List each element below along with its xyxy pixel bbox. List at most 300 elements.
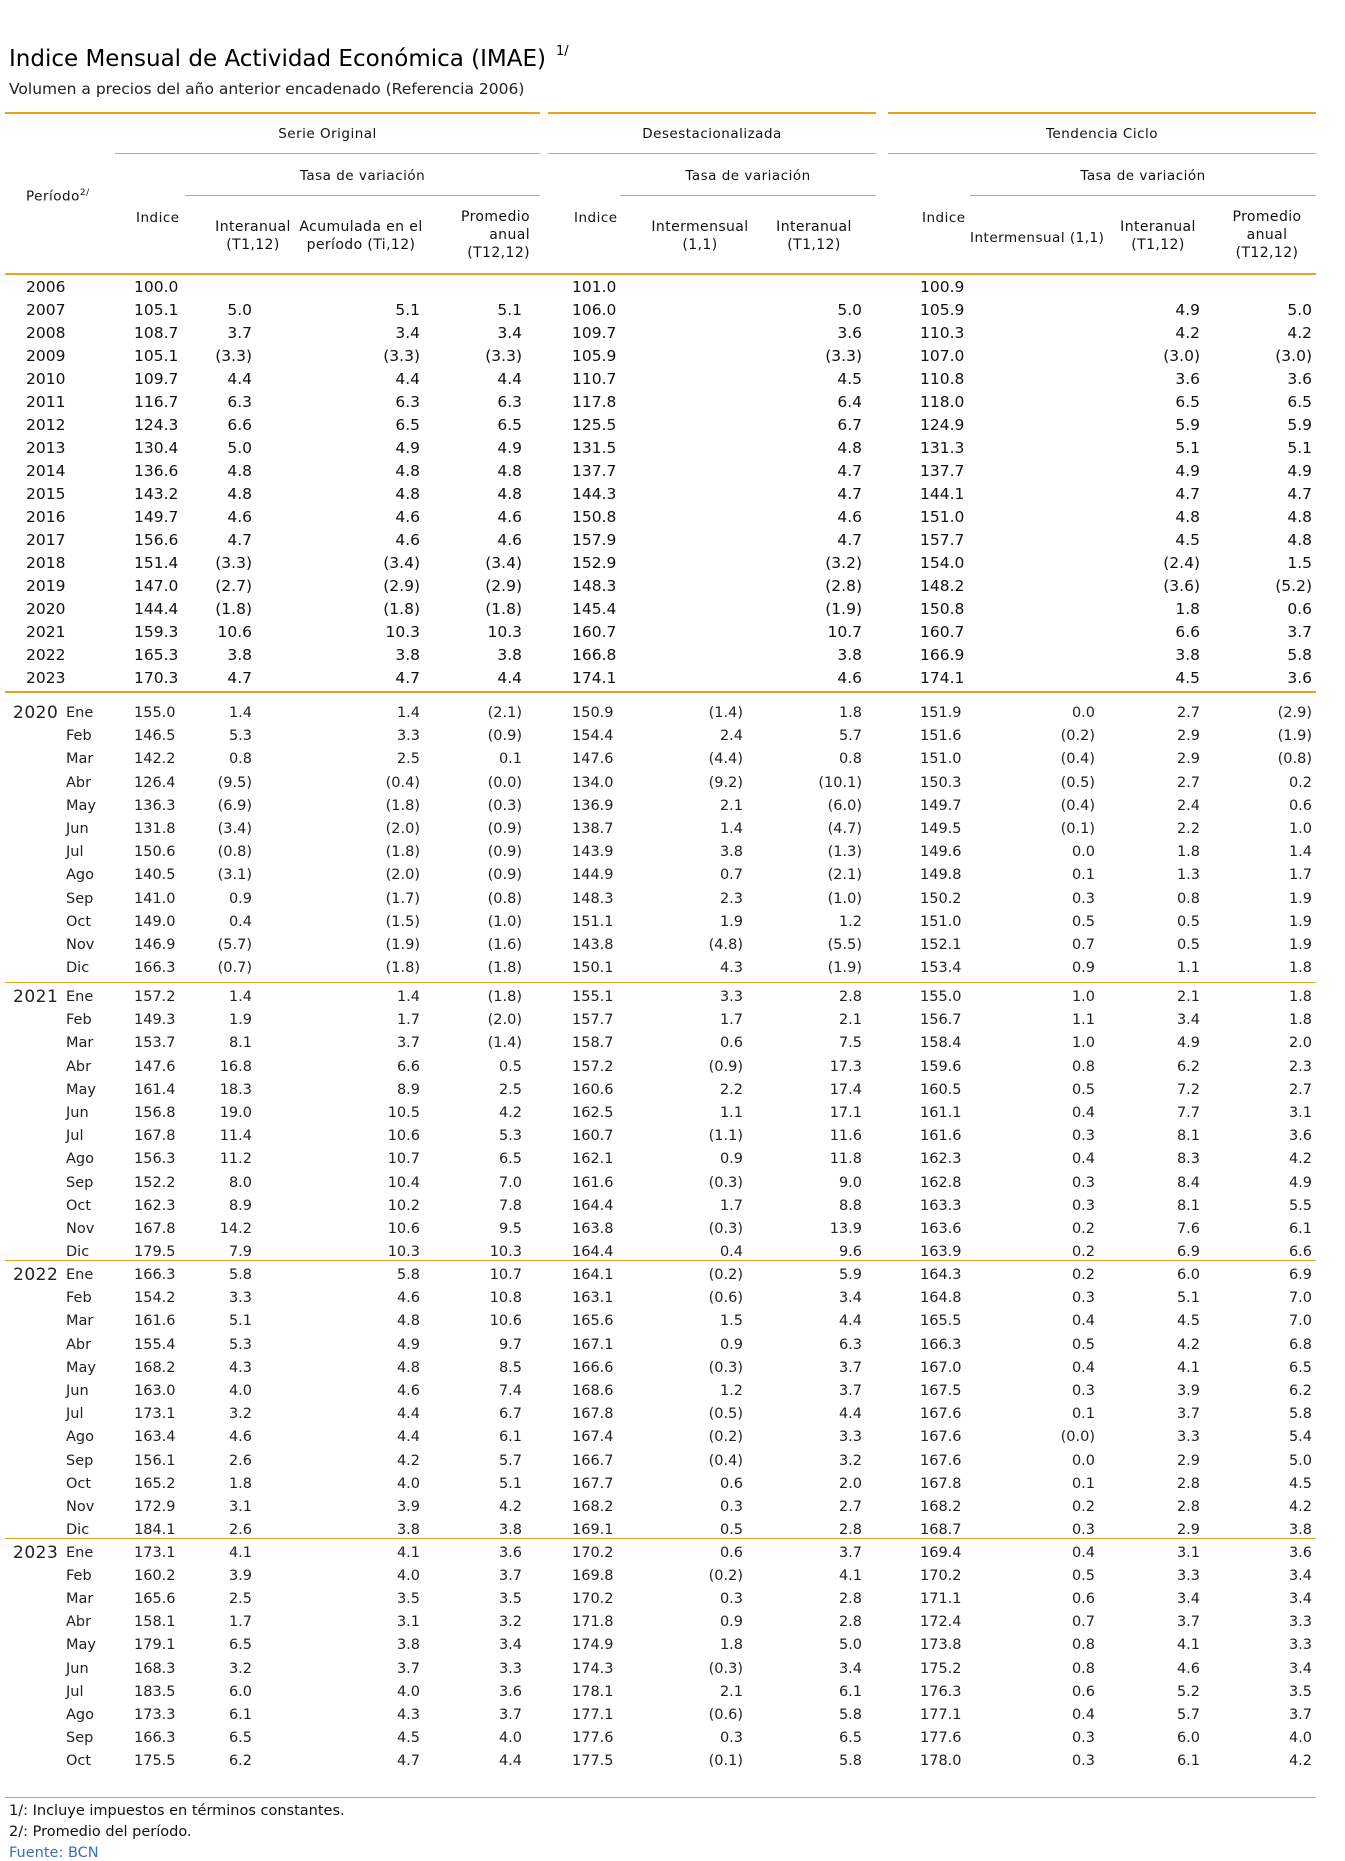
cell-tc-interanual: 1.8: [1176, 844, 1200, 860]
cell-so-indice: 158.1: [134, 1614, 176, 1630]
cell-tc-promedio: 6.9: [1288, 1267, 1312, 1283]
cell-so-interanual: 6.5: [228, 1730, 252, 1746]
cell-so-indice: 147.6: [134, 1059, 176, 1075]
cell-de-interanual: 3.6: [837, 324, 862, 342]
cell-de-interanual: 2.7: [838, 1499, 862, 1515]
year-label: 2010: [26, 370, 66, 388]
cell-so-indice: 170.3: [134, 669, 179, 687]
cell-tc-intermensual: 0.1: [1071, 867, 1095, 883]
cell-so-promedio: (1.8): [485, 600, 522, 618]
year-group-rule: [5, 1260, 1316, 1261]
cell-so-indice: 165.2: [134, 1476, 176, 1492]
cell-tc-promedio: 5.0: [1287, 301, 1312, 319]
cell-tc-interanual: 6.6: [1175, 623, 1200, 641]
cell-de-intermensual: 2.2: [719, 1082, 743, 1098]
cell-de-intermensual: (0.6): [708, 1707, 743, 1723]
cell-so-indice: 166.3: [134, 1267, 176, 1283]
cell-so-promedio: 5.7: [498, 1453, 522, 1469]
cell-de-interanual: 5.8: [838, 1753, 862, 1769]
header-periodo: Período$^{2/}$: [26, 188, 90, 205]
cell-tc-interanual: 0.5: [1176, 914, 1200, 930]
cell-de-interanual: 6.1: [838, 1684, 862, 1700]
cell-tc-promedio: 0.6: [1287, 600, 1312, 618]
header-so-acumulada: Acumulada en el período (Ti,12): [299, 219, 423, 253]
cell-tc-indice: 124.9: [920, 416, 965, 434]
cell-tc-promedio: 2.3: [1288, 1059, 1312, 1075]
footnote-1: 1/: Incluye impuestos en términos constantes.: [9, 1803, 345, 1819]
cell-so-indice: 149.7: [134, 508, 179, 526]
cell-so-interanual: 3.2: [228, 1661, 252, 1677]
cell-tc-indice: 167.5: [920, 1383, 962, 1399]
cell-tc-intermensual: 0.5: [1071, 1337, 1095, 1353]
cell-tc-promedio: 1.7: [1288, 867, 1312, 883]
cell-de-interanual: (1.9): [827, 960, 862, 976]
cell-de-indice: 145.4: [572, 600, 617, 618]
cell-de-intermensual: (0.3): [708, 1360, 743, 1376]
cell-so-indice: 149.3: [134, 1012, 176, 1028]
cell-de-interanual: 4.6: [837, 508, 862, 526]
cell-tc-indice: 163.3: [920, 1198, 962, 1214]
year-label: 2016: [26, 508, 66, 526]
year-group-label: 2020: [13, 703, 59, 723]
cell-so-acumulada: (0.4): [385, 775, 420, 791]
cell-de-interanual: 13.9: [829, 1221, 862, 1237]
monthly-row: [0, 888, 1345, 910]
annual-row: [0, 437, 1345, 459]
year-label: 2019: [26, 577, 66, 595]
cell-de-interanual: 3.7: [838, 1360, 862, 1376]
month-label: Jul: [66, 1128, 84, 1144]
cell-de-interanual: 2.1: [838, 1012, 862, 1028]
cell-de-indice: 152.9: [572, 554, 617, 572]
monthly-row: [0, 841, 1345, 863]
cell-so-acumulada: 4.2: [396, 1453, 420, 1469]
cell-so-acumulada: (2.0): [385, 821, 420, 837]
cell-so-interanual: 8.9: [228, 1198, 252, 1214]
cell-so-promedio: 4.2: [498, 1105, 522, 1121]
cell-de-indice: 151.1: [572, 914, 614, 930]
annual-row: [0, 299, 1345, 321]
cell-de-intermensual: (0.3): [708, 1175, 743, 1191]
cell-so-indice: 108.7: [134, 324, 179, 342]
cell-de-interanual: 7.5: [838, 1035, 862, 1051]
month-label: Ago: [66, 1429, 94, 1445]
cell-so-interanual: 0.8: [228, 751, 252, 767]
cell-so-interanual: 5.8: [228, 1267, 252, 1283]
monthly-row: [0, 1032, 1345, 1054]
cell-so-acumulada: 10.6: [387, 1128, 420, 1144]
cell-tc-promedio: 2.0: [1288, 1035, 1312, 1051]
cell-de-interanual: 6.7: [837, 416, 862, 434]
cell-de-indice: 109.7: [572, 324, 617, 342]
cell-so-acumulada: 4.4: [395, 370, 420, 388]
cell-so-promedio: 3.6: [498, 1545, 522, 1561]
cell-tc-indice: 150.3: [920, 775, 962, 791]
cell-so-acumulada: 1.4: [396, 989, 420, 1005]
annual-row: [0, 529, 1345, 551]
cell-so-acumulada: 4.8: [396, 1360, 420, 1376]
cell-so-indice: 153.7: [134, 1035, 176, 1051]
cell-so-promedio: 10.3: [489, 1244, 522, 1260]
cell-de-intermensual: 4.3: [719, 960, 743, 976]
cell-de-intermensual: (0.2): [708, 1429, 743, 1445]
cell-so-promedio: 2.5: [498, 1082, 522, 1098]
cell-de-interanual: 4.4: [838, 1406, 862, 1422]
cell-de-indice: 161.6: [572, 1175, 614, 1191]
header-rule-top-left: [5, 112, 540, 114]
cell-tc-interanual: (2.4): [1163, 554, 1200, 572]
cell-so-indice: 154.2: [134, 1290, 176, 1306]
cell-tc-intermensual: 0.4: [1071, 1545, 1095, 1561]
cell-so-acumulada: 6.5: [395, 416, 420, 434]
cell-tc-interanual: 1.8: [1175, 600, 1200, 618]
cell-tc-intermensual: 0.2: [1071, 1244, 1095, 1260]
cell-so-promedio: (2.0): [487, 1012, 522, 1028]
cell-tc-intermensual: (0.5): [1060, 775, 1095, 791]
month-label: Sep: [66, 891, 94, 907]
cell-so-indice: 152.2: [134, 1175, 176, 1191]
cell-de-indice: 157.2: [572, 1059, 614, 1075]
cell-tc-interanual: 7.6: [1176, 1221, 1200, 1237]
cell-so-promedio: 7.0: [498, 1175, 522, 1191]
cell-de-indice: 163.1: [572, 1290, 614, 1306]
year-label: 2021: [26, 623, 66, 641]
month-label: Abr: [66, 1059, 92, 1075]
cell-tc-interanual: 5.7: [1176, 1707, 1200, 1723]
cell-tc-interanual: 3.9: [1176, 1383, 1200, 1399]
cell-tc-indice: 174.1: [920, 669, 965, 687]
cell-tc-indice: 156.7: [920, 1012, 962, 1028]
monthly-row: [0, 725, 1345, 747]
cell-tc-interanual: 4.1: [1176, 1360, 1200, 1376]
cell-so-interanual: (0.8): [217, 844, 252, 860]
monthly-row: [0, 1172, 1345, 1194]
cell-so-indice: 163.4: [134, 1429, 176, 1445]
cell-so-promedio: (3.3): [485, 347, 522, 365]
cell-tc-promedio: 1.0: [1288, 821, 1312, 837]
cell-so-indice: 116.7: [134, 393, 179, 411]
cell-de-indice: 144.3: [572, 485, 617, 503]
header-rule-top-right: [888, 112, 1316, 114]
month-label: Feb: [66, 1290, 92, 1306]
cell-so-indice: 183.5: [134, 1684, 176, 1700]
cell-de-intermensual: 0.5: [719, 1522, 743, 1538]
cell-so-acumulada: (1.8): [385, 960, 420, 976]
cell-so-indice: 109.7: [134, 370, 179, 388]
cell-tc-promedio: 3.6: [1287, 669, 1312, 687]
cell-so-promedio: 3.3: [498, 1661, 522, 1677]
cell-so-promedio: (1.4): [487, 1035, 522, 1051]
cell-tc-interanual: 3.4: [1176, 1012, 1200, 1028]
cell-tc-promedio: 1.9: [1288, 891, 1312, 907]
cell-tc-interanual: 4.7: [1175, 485, 1200, 503]
cell-tc-promedio: 0.6: [1288, 798, 1312, 814]
cell-so-indice: 100.0: [134, 278, 179, 296]
monthly-row: [0, 748, 1345, 770]
cell-so-promedio: (0.9): [487, 728, 522, 744]
cell-tc-indice: 160.5: [920, 1082, 962, 1098]
cell-so-acumulada: 4.4: [396, 1429, 420, 1445]
monthly-row: [0, 1218, 1345, 1240]
cell-so-indice: 142.2: [134, 751, 176, 767]
cell-tc-promedio: 3.6: [1288, 1128, 1312, 1144]
cell-tc-interanual: 0.5: [1176, 937, 1200, 953]
month-label: Mar: [66, 1591, 94, 1607]
cell-so-interanual: 3.9: [228, 1568, 252, 1584]
cell-so-promedio: (2.9): [485, 577, 522, 595]
year-label: 2013: [26, 439, 66, 457]
header-tasa-tc: Tasa de variación: [1080, 168, 1206, 184]
year-label: 2006: [26, 278, 66, 296]
cell-de-interanual: (6.0): [827, 798, 862, 814]
cell-so-interanual: 6.2: [228, 1753, 252, 1769]
cell-so-interanual: 0.9: [228, 891, 252, 907]
cell-tc-intermensual: 0.4: [1071, 1151, 1095, 1167]
cell-so-promedio: 3.4: [497, 324, 522, 342]
cell-tc-interanual: 2.8: [1176, 1499, 1200, 1515]
cell-tc-interanual: 3.1: [1176, 1545, 1200, 1561]
cell-so-interanual: 6.5: [228, 1637, 252, 1653]
cell-tc-promedio: 3.6: [1288, 1545, 1312, 1561]
cell-so-acumulada: 4.8: [396, 1313, 420, 1329]
cell-de-intermensual: 0.6: [719, 1035, 743, 1051]
cell-de-indice: 106.0: [572, 301, 617, 319]
cell-de-indice: 165.6: [572, 1313, 614, 1329]
year-label: 2008: [26, 324, 66, 342]
cell-tc-promedio: 5.0: [1288, 1453, 1312, 1469]
annual-row: [0, 621, 1345, 643]
cell-tc-indice: 148.2: [920, 577, 965, 595]
month-label: Nov: [66, 937, 95, 953]
cell-so-interanual: (3.4): [217, 821, 252, 837]
cell-de-intermensual: 2.4: [719, 728, 743, 744]
cell-tc-intermensual: 0.4: [1071, 1105, 1095, 1121]
cell-so-acumulada: 4.0: [396, 1568, 420, 1584]
cell-so-interanual: 2.6: [228, 1522, 252, 1538]
monthly-row: [0, 1704, 1345, 1726]
month-label: Jun: [66, 1383, 89, 1399]
cell-tc-interanual: 6.2: [1176, 1059, 1200, 1075]
month-label: Oct: [66, 1476, 92, 1492]
cell-de-indice: 169.8: [572, 1568, 614, 1584]
cell-tc-promedio: 1.4: [1288, 844, 1312, 860]
cell-tc-intermensual: 0.7: [1071, 937, 1095, 953]
cell-tc-indice: 164.3: [920, 1267, 962, 1283]
cell-de-interanual: 2.8: [838, 1614, 862, 1630]
cell-tc-indice: 149.6: [920, 844, 962, 860]
monthly-row: [0, 702, 1345, 724]
cell-tc-interanual: 6.1: [1176, 1753, 1200, 1769]
cell-de-indice: 177.1: [572, 1707, 614, 1723]
cell-so-promedio: 3.6: [498, 1684, 522, 1700]
cell-tc-promedio: 3.7: [1287, 623, 1312, 641]
cell-tc-promedio: 2.7: [1288, 1082, 1312, 1098]
year-label: 2007: [26, 301, 66, 319]
cell-tc-promedio: 4.9: [1288, 1175, 1312, 1191]
cell-de-intermensual: 1.2: [719, 1383, 743, 1399]
cell-so-acumulada: (2.0): [385, 867, 420, 883]
cell-tc-indice: 100.9: [920, 278, 965, 296]
month-label: Ene: [66, 989, 94, 1005]
cell-tc-intermensual: 0.2: [1071, 1499, 1095, 1515]
cell-tc-interanual: 3.7: [1176, 1614, 1200, 1630]
cell-de-indice: 157.7: [572, 1012, 614, 1028]
monthly-row: [0, 1287, 1345, 1309]
cell-tc-intermensual: 0.4: [1071, 1707, 1095, 1723]
cell-tc-intermensual: 0.3: [1071, 1522, 1095, 1538]
header-tasa-de: Tasa de variación: [685, 168, 811, 184]
cell-tc-indice: 118.0: [920, 393, 965, 411]
cell-so-indice: 155.0: [134, 705, 176, 721]
cell-so-indice: 141.0: [134, 891, 176, 907]
cell-de-indice: 178.1: [572, 1684, 614, 1700]
year-label: 2018: [26, 554, 66, 572]
cell-tc-interanual: 4.9: [1176, 1035, 1200, 1051]
cell-de-indice: 131.5: [572, 439, 617, 457]
cell-so-acumulada: (3.4): [383, 554, 420, 572]
cell-so-acumulada: (1.8): [383, 600, 420, 618]
monthly-row: [0, 1264, 1345, 1286]
cell-de-interanual: (2.1): [827, 867, 862, 883]
header-tc-promedio: Promedio anual (T12,12): [1232, 209, 1302, 261]
cell-tc-promedio: 6.6: [1288, 1244, 1312, 1260]
cell-so-acumulada: 4.6: [395, 508, 420, 526]
cell-so-indice: 143.2: [134, 485, 179, 503]
cell-so-acumulada: 10.2: [387, 1198, 420, 1214]
cell-tc-promedio: 5.8: [1288, 1406, 1312, 1422]
cell-so-promedio: 3.7: [498, 1707, 522, 1723]
cell-tc-interanual: 6.5: [1175, 393, 1200, 411]
cell-de-intermensual: (0.3): [708, 1221, 743, 1237]
cell-so-acumulada: (1.8): [385, 844, 420, 860]
year-group-label: 2022: [13, 1265, 59, 1285]
cell-so-interanual: 3.7: [227, 324, 252, 342]
cell-de-interanual: 3.4: [838, 1290, 862, 1306]
cell-de-intermensual: (1.1): [708, 1128, 743, 1144]
cell-de-intermensual: (0.6): [708, 1290, 743, 1306]
cell-tc-interanual: (3.6): [1163, 577, 1200, 595]
cell-de-intermensual: (4.8): [708, 937, 743, 953]
cell-de-indice: 162.5: [572, 1105, 614, 1121]
cell-de-interanual: 2.0: [838, 1476, 862, 1492]
cell-so-indice: 105.1: [134, 347, 179, 365]
cell-tc-indice: 163.6: [920, 1221, 962, 1237]
cell-de-indice: 150.9: [572, 705, 614, 721]
cell-de-interanual: 4.1: [838, 1568, 862, 1584]
month-label: Oct: [66, 914, 92, 930]
monthly-row: [0, 772, 1345, 794]
cell-de-indice: 110.7: [572, 370, 617, 388]
cell-de-indice: 144.9: [572, 867, 614, 883]
cell-so-acumulada: 4.9: [396, 1337, 420, 1353]
cell-de-indice: 164.1: [572, 1267, 614, 1283]
cell-so-indice: 146.5: [134, 728, 176, 744]
annual-row: [0, 414, 1345, 436]
cell-so-acumulada: 4.9: [395, 439, 420, 457]
cell-tc-indice: 175.2: [920, 1661, 962, 1677]
tasa-rule-mid: [620, 195, 876, 196]
cell-tc-intermensual: 0.1: [1071, 1406, 1095, 1422]
cell-tc-interanual: 5.1: [1176, 1290, 1200, 1306]
cell-so-interanual: 3.1: [228, 1499, 252, 1515]
cell-de-indice: 117.8: [572, 393, 617, 411]
cell-de-indice: 166.8: [572, 646, 617, 664]
cell-so-acumulada: (2.9): [383, 577, 420, 595]
month-label: Mar: [66, 751, 94, 767]
cell-so-acumulada: 3.9: [396, 1499, 420, 1515]
cell-tc-promedio: 3.4: [1288, 1568, 1312, 1584]
cell-de-interanual: 10.7: [827, 623, 862, 641]
cell-so-acumulada: 3.7: [396, 1035, 420, 1051]
cell-de-interanual: 9.0: [838, 1175, 862, 1191]
cell-tc-promedio: (5.2): [1275, 577, 1312, 595]
cell-tc-indice: 161.1: [920, 1105, 962, 1121]
cell-de-indice: 162.1: [572, 1151, 614, 1167]
month-label: Feb: [66, 1012, 92, 1028]
cell-tc-promedio: 3.3: [1288, 1637, 1312, 1653]
year-group-label: 2021: [13, 987, 59, 1007]
cell-de-interanual: (5.5): [827, 937, 862, 953]
cell-so-interanual: 5.3: [228, 728, 252, 744]
cell-so-interanual: 5.3: [228, 1337, 252, 1353]
cell-tc-promedio: 3.4: [1288, 1591, 1312, 1607]
cell-tc-intermensual: 0.5: [1071, 1568, 1095, 1584]
cell-tc-promedio: 4.2: [1288, 1499, 1312, 1515]
monthly-row: [0, 1496, 1345, 1518]
month-label: Feb: [66, 1568, 92, 1584]
cell-de-intermensual: (1.4): [708, 705, 743, 721]
cell-so-acumulada: 4.4: [396, 1406, 420, 1422]
cell-so-promedio: (0.9): [487, 844, 522, 860]
cell-tc-promedio: 6.2: [1288, 1383, 1312, 1399]
cell-tc-indice: 151.6: [920, 728, 962, 744]
cell-de-interanual: 6.4: [837, 393, 862, 411]
cell-tc-intermensual: 0.0: [1071, 1453, 1095, 1469]
cell-de-intermensual: 2.1: [719, 1684, 743, 1700]
cell-de-interanual: 1.2: [838, 914, 862, 930]
monthly-row: [0, 1125, 1345, 1147]
group-rule-left: [115, 153, 540, 154]
month-label: Ene: [66, 1545, 94, 1561]
cell-so-interanual: (3.1): [217, 867, 252, 883]
cell-so-promedio: 4.9: [497, 439, 522, 457]
cell-tc-promedio: 4.8: [1287, 508, 1312, 526]
cell-tc-promedio: (3.0): [1275, 347, 1312, 365]
cell-tc-intermensual: 0.3: [1071, 1198, 1095, 1214]
cell-de-interanual: 5.0: [838, 1637, 862, 1653]
cell-so-indice: 166.3: [134, 960, 176, 976]
cell-so-indice: 168.2: [134, 1360, 176, 1376]
cell-de-interanual: 3.3: [838, 1429, 862, 1445]
cell-tc-promedio: 5.5: [1288, 1198, 1312, 1214]
cell-so-indice: 172.9: [134, 1499, 176, 1515]
header-de-intermensual: Intermensual (1,1): [651, 219, 749, 253]
month-label: Abr: [66, 1614, 92, 1630]
cell-so-acumulada: 6.3: [395, 393, 420, 411]
cell-de-indice: 168.2: [572, 1499, 614, 1515]
cell-so-acumulada: 10.6: [387, 1221, 420, 1237]
cell-so-indice: 179.5: [134, 1244, 176, 1260]
cell-so-acumulada: 4.6: [395, 531, 420, 549]
header-tc-indice: Indice: [922, 210, 966, 226]
cell-tc-promedio: 1.9: [1288, 914, 1312, 930]
header-rule-bottom: [5, 273, 1316, 275]
cell-so-indice: 140.5: [134, 867, 176, 883]
month-label: Feb: [66, 728, 92, 744]
cell-de-interanual: 17.3: [829, 1059, 862, 1075]
cell-so-acumulada: 2.5: [396, 751, 420, 767]
cell-tc-interanual: 4.5: [1175, 531, 1200, 549]
